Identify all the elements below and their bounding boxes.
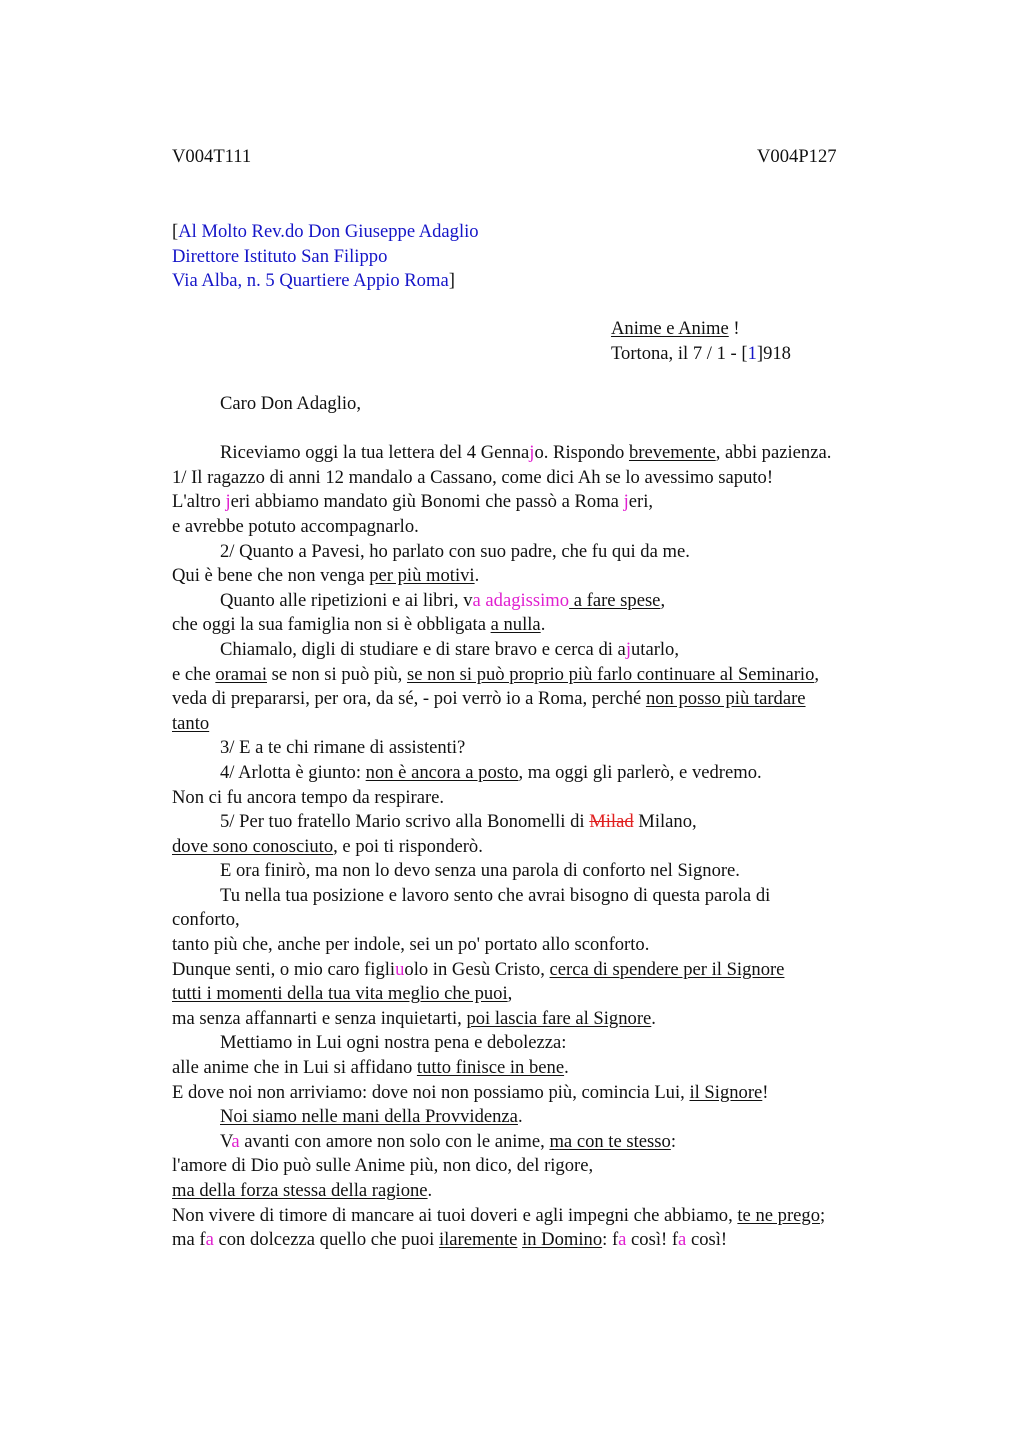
- body-line: [172, 564, 912, 589]
- text-segment: 1: [747, 342, 757, 364]
- text-segment: a: [678, 1229, 687, 1251]
- text-segment: .: [474, 565, 480, 587]
- text-segment: oramai: [215, 663, 267, 685]
- body-line: [172, 1204, 912, 1229]
- body-line: Non ci fu ancora tempo da respirare.: [172, 786, 445, 808]
- text-segment: con dolcezza quello che puoi: [213, 1229, 439, 1251]
- body-line: [172, 1228, 912, 1253]
- body-line: [172, 1007, 912, 1032]
- text-segment: .: [564, 1057, 569, 1079]
- body-line: [172, 958, 912, 983]
- text-segment: Anime e Anime: [611, 318, 729, 339]
- text-segment: .: [427, 1180, 433, 1201]
- text-segment: j: [625, 638, 631, 660]
- text-segment: a: [205, 1229, 214, 1251]
- text-segment: ma senza affannarti e senza inquietarti,: [172, 1007, 467, 1029]
- text-segment: ma con te stesso: [549, 1130, 671, 1152]
- dateline-block: [611, 317, 791, 366]
- text-segment: non posso più tardare: [645, 688, 806, 710]
- date-line: [611, 342, 791, 367]
- text-segment: e che: [172, 663, 216, 685]
- text-segment: a adagissimo: [472, 589, 570, 611]
- body-line: [172, 589, 912, 614]
- body-line: E ora finirò, ma non lo devo senza una parola di conforto nel Signore.: [220, 860, 740, 882]
- body-line: [172, 613, 912, 638]
- address-line-2: Direttore Istituto San Filippo: [172, 245, 388, 267]
- text-segment: così! f: [626, 1229, 679, 1251]
- text-segment: Non vivere di timore di mancare ai tuoi doveri e agli impegni che abbiamo,: [172, 1204, 738, 1226]
- text-segment: 4/ Arlotta è giunto:: [220, 761, 366, 783]
- text-segment: avanti con amore non solo con le anime,: [239, 1130, 550, 1152]
- text-segment: ]: [448, 270, 455, 292]
- text-segment: j: [529, 442, 535, 464]
- body-line: 3/ E a te chi rimane di assistenti?: [220, 737, 466, 759]
- text-segment: in Domino: [522, 1229, 603, 1251]
- text-segment: a nulla: [490, 614, 541, 636]
- body-line: [172, 1179, 912, 1204]
- text-segment: ]918: [756, 342, 791, 364]
- text-segment: olo in Gesù Cristo,: [404, 958, 550, 980]
- body-line: [172, 490, 912, 515]
- text-segment: così!: [686, 1229, 728, 1251]
- text-segment: L'altro: [172, 491, 226, 513]
- text-segment: Via Alba, n. 5 Quartiere Appio Roma: [172, 270, 449, 292]
- motto: [611, 317, 791, 342]
- document-code-right: V004P127: [757, 146, 837, 167]
- text-segment: E dove noi non arriviamo: dove noi non possiamo più, comincia Lui,: [172, 1081, 690, 1103]
- text-segment: te ne prego: [737, 1204, 820, 1226]
- paragraph-gap: [172, 417, 912, 442]
- text-segment: .: [651, 1007, 656, 1029]
- text-segment: ma della forza stessa della ragione: [172, 1180, 428, 1201]
- text-segment: non è ancora a posto: [365, 761, 519, 783]
- text-segment: eri,: [628, 491, 654, 513]
- text-segment: .: [540, 614, 546, 636]
- body-line: tanto più che, anche per indole, sei un po' portato allo sconforto.: [172, 934, 650, 956]
- body-line: [172, 712, 912, 737]
- text-segment: ,: [660, 589, 666, 611]
- text-segment: cerca di spendere per il Signore: [549, 958, 785, 980]
- text-segment: Riceviamo oggi la tua lettera del 4 Genna: [220, 442, 530, 464]
- text-segment: dove sono conosciuto: [172, 835, 334, 857]
- text-segment: o. Rispondo: [534, 442, 629, 464]
- text-segment: utarlo,: [630, 638, 680, 660]
- text-segment: Milano,: [633, 811, 697, 833]
- body-line: [172, 1130, 912, 1155]
- text-segment: [: [172, 221, 179, 242]
- body-line: Mettiamo in Lui ogni nostra pena e debolezza:: [220, 1032, 567, 1054]
- body-line: [172, 687, 912, 712]
- body-line: l'amore di Dio può sulle Anime più, non dico, del rigore,: [172, 1155, 594, 1177]
- body-line: [172, 1081, 912, 1106]
- text-segment: j: [623, 491, 629, 513]
- deleted-word: Milad: [589, 811, 634, 833]
- letter-body: [172, 392, 912, 1253]
- text-segment: se non si può più,: [266, 663, 407, 685]
- text-segment: ilaremente: [438, 1229, 518, 1251]
- text-segment: a: [231, 1130, 240, 1152]
- body-line: [172, 982, 912, 1007]
- body-line: conforto,: [172, 909, 240, 931]
- document-code-left: V004T111: [172, 146, 252, 167]
- text-segment: eri abbiamo mandato giù Bonomi che passò a Roma: [230, 491, 624, 513]
- salutation: Caro Don Adaglio,: [220, 393, 361, 414]
- text-segment: brevemente: [628, 442, 716, 464]
- address-line-1: [172, 220, 479, 245]
- text-segment: Dunque senti, o mio caro figli: [172, 958, 396, 980]
- text-segment: V: [220, 1130, 232, 1152]
- text-segment: il Signore: [689, 1081, 763, 1103]
- text-segment: ,: [507, 983, 513, 1005]
- text-segment: , e poi ti risponderò.: [333, 835, 483, 857]
- body-line: [172, 761, 912, 786]
- text-segment: !: [762, 1081, 769, 1103]
- body-line: Tu nella tua posizione e lavoro sento che avrai bisogno di questa parola di: [220, 884, 771, 906]
- text-segment: Tortona, il 7 / 1 - [: [611, 342, 748, 364]
- text-segment: : f: [602, 1229, 619, 1251]
- address-line-3: [172, 269, 479, 294]
- text-segment: a: [618, 1229, 627, 1251]
- text-segment: che oggi la sua famiglia non si è obbligata: [172, 614, 491, 636]
- text-segment: Noi siamo nelle mani della Provvidenza: [220, 1106, 518, 1128]
- text-segment: !: [728, 318, 740, 339]
- text-segment: tutti i momenti della tua vita meglio che puoi: [172, 983, 508, 1005]
- body-line: 1/ Il ragazzo di anni 12 mandalo a Cassano, come dici Ah se lo avessimo saputo!: [172, 466, 774, 488]
- text-segment: j: [225, 491, 231, 513]
- text-segment: Qui è bene che non venga: [172, 565, 370, 587]
- text-segment: Quanto alle ripetizioni e ai libri, v: [220, 589, 473, 611]
- text-segment: a fare spese: [569, 589, 661, 611]
- address-block: [172, 220, 479, 294]
- text-segment: poi lascia fare al Signore: [466, 1007, 652, 1029]
- text-segment: 5/ Per tuo fratello Mario scrivo alla Bonomelli di: [220, 811, 590, 833]
- body-line: [172, 638, 912, 663]
- body-line: [172, 1105, 912, 1130]
- text-segment: u: [395, 958, 405, 980]
- body-line: e avrebbe potuto accompagnarlo.: [172, 515, 419, 537]
- text-segment: tutto finisce in bene: [416, 1057, 565, 1079]
- body-line: [172, 441, 912, 466]
- text-segment: veda di prepararsi, per ora, da sé, - poi verrò io a Roma, perché: [172, 688, 646, 710]
- body-line: [172, 810, 912, 835]
- text-segment: .: [517, 1106, 523, 1128]
- body-line: 2/ Quanto a Pavesi, ho parlato con suo padre, che fu qui da me.: [220, 540, 690, 562]
- text-segment: alle anime che in Lui si affidano: [172, 1057, 417, 1079]
- text-segment: tanto: [172, 712, 210, 734]
- text-segment: Chiamalo, digli di studiare e di stare bravo e cerca di a: [220, 638, 626, 660]
- text-segment: , abbi pazienza.: [715, 442, 832, 464]
- text-segment: se non si può proprio più farlo continuare al Seminario: [406, 663, 815, 685]
- text-segment: ;: [820, 1204, 826, 1226]
- text-segment: :: [670, 1130, 676, 1152]
- text-segment: Al Molto Rev.do Don Giuseppe Adaglio: [178, 221, 479, 242]
- text-segment: ma f: [172, 1229, 206, 1251]
- text-segment: , ma oggi gli parlerò, e vedremo.: [518, 761, 762, 783]
- text-segment: per più motivi: [369, 565, 475, 587]
- body-line: [172, 835, 912, 860]
- body-line: [172, 1056, 912, 1081]
- text-segment: ,: [814, 663, 820, 685]
- body-line: [172, 663, 912, 688]
